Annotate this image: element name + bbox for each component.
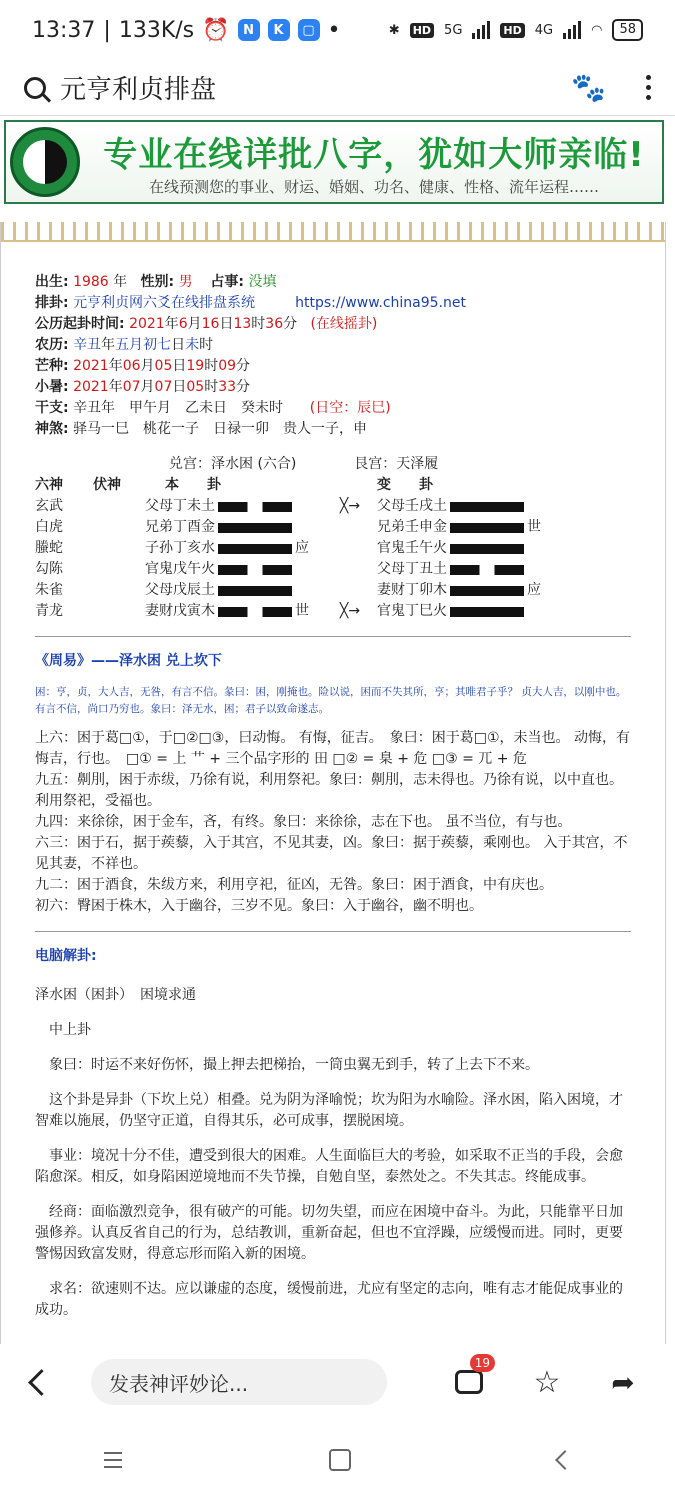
search-icon[interactable]: [24, 77, 46, 99]
yao-text: 上六：困于葛□①，于□②□③，曰动悔。 有悔，征吉。 象曰：困于葛□①，未当也。 动悔，有悔吉，行也。 □① = 上 艹 + 三个品字形的 田 □② = 臬 + 危 □③ = 兀 + 危: [35, 730, 631, 767]
site-link[interactable]: https://www.china95.net: [295, 295, 466, 311]
hexagram-header: 六神 伏神 本 卦 变 卦: [35, 477, 433, 493]
yao-text: 六三：困于石，据于蒺藜，入于其宫，不见其妻，凶。象曰：据于蒺藜，乘刚也。 入于其宫，不见其妻，不祥也。: [35, 835, 628, 872]
ganzhi-line: 干支: 辛丑年 甲午月 乙未日 癸未时 (日空：辰巳): [35, 400, 391, 416]
status-divider: |: [103, 17, 111, 43]
analysis-paragraph: 象曰：时运不来好伤怀，撮上押去把梯抬，一筒虫翼无到手，转了上去下不来。: [49, 1057, 539, 1073]
divider: [35, 636, 631, 637]
4g-label: 4G: [534, 22, 554, 38]
back-icon[interactable]: [28, 1369, 55, 1396]
battery-icon: 58: [612, 19, 643, 41]
hexagram-row: 朱雀 父母戊辰土 妻财丁卯木 应: [35, 582, 541, 598]
app-k-icon: K: [268, 19, 290, 41]
bluetooth-icon: ✱: [388, 22, 400, 38]
hexagram-row: 螣蛇 子孙丁亥水 应 官鬼壬午火: [35, 538, 631, 559]
analysis-paragraph: 求名：欲速则不达。应以谦虚的态度，缓慢前进，尤应有坚定的志向，唯有志才能促成事业的成功。: [35, 1281, 623, 1318]
status-speed: 133K/s: [118, 17, 195, 43]
divider: [35, 931, 631, 932]
hexagram-row: 青龙 妻财戊寅木 世 ╳→ 官鬼丁巳火: [35, 601, 631, 622]
yao-line: [450, 544, 524, 554]
star-icon[interactable]: ☆: [533, 1364, 561, 1400]
yao-text: 初六：臀困于株木，入于幽谷，三岁不见。象曰：入于幽谷，幽不明也。: [35, 898, 483, 914]
analysis-paragraph: 这个卦是异卦（下坎上兑）相叠。兑为阴为泽喻悦；坎为阳为水喻险。泽水困，陷入困境，才智难以施展，仍坚守正道，自得其乐，必可成事，摆脱困境。: [35, 1092, 623, 1129]
paigua-line: 排卦: 元亨利贞网六爻在线排盘系统 https://www.china95.net: [35, 295, 466, 311]
app-n-icon: N: [238, 19, 260, 41]
share-icon[interactable]: ➦: [611, 1365, 635, 1399]
yao-line: [218, 523, 292, 533]
yao-line: [218, 544, 292, 554]
hd-icon: HD: [410, 23, 434, 38]
computer-title: 电脑解卦:: [35, 948, 97, 964]
zhouyi-intro: 困：亨，贞，大人吉，无咎，有言不信。彖曰：困，刚掩也。险以说，困而不失其所，亨；其唯君子乎？ 贞大人吉，以刚中也。 有言不信，尚口乃穷也。象曰：泽无水，困；君子以致命遂志。: [35, 686, 627, 715]
browser-toolbar: [0, 60, 675, 116]
signal-4g-icon: [563, 21, 581, 39]
yao-text: 九四：来徐徐，困于金车，吝，有终。象曰：来徐徐，志在下也。 虽不当位，有与也。: [35, 814, 572, 830]
banner-headline: 专业在线详批八字，犹如大师亲临!: [103, 135, 645, 175]
decorative-border: [1, 222, 665, 242]
comment-icon: [455, 1370, 483, 1394]
search-query[interactable]: 元亨利贞排盘: [60, 75, 217, 105]
comments-button[interactable]: [449, 1356, 490, 1402]
nongli-line: 农历: 辛丑年五月初七日未时: [35, 337, 214, 353]
status-dot: •: [327, 17, 341, 43]
banner-subtitle: 在线预测您的事业、财运、婚姻、功名、健康、性格、流年运程……: [148, 178, 599, 196]
ad-banner[interactable]: [4, 120, 664, 204]
status-time: 13:37: [32, 17, 96, 43]
app-chat-icon: ▢: [298, 19, 320, 41]
gua-level: 中上卦: [49, 1022, 91, 1038]
paipan-content: [0, 222, 666, 1344]
nav-back-icon[interactable]: [555, 1450, 575, 1470]
hexagram-table: [35, 496, 631, 622]
wifi-icon: ◠: [591, 22, 603, 38]
comment-input[interactable]: 发表神评妙论...: [91, 1359, 387, 1405]
yao-line: [450, 523, 524, 533]
yao-line: [450, 607, 524, 617]
gua-name: 泽水困（困卦） 困境求通: [35, 987, 196, 1003]
analysis-paragraph: 经商：面临激烈竞争，很有破产的可能。切勿失望，而应在困境中奋斗。为此，只能靠平日加强修养。认真反省自己的行为，总结教训，重新奋起，但也不宜浮躁，应缓慢而进。同时，更要警惕因致富发财，得意忘形而陷入新的困境。: [35, 1204, 623, 1262]
alarm-icon: ⏰: [202, 17, 230, 43]
zhouyi-title: 《周易》——泽水困 兑上坎下: [35, 653, 222, 669]
yao-text: 九五：劓刖，困于赤绂，乃徐有说，利用祭祀。象曰：劓刖，志未得也。乃徐有说，以中直也。利用祭祀，受福也。: [35, 772, 623, 809]
birth-line: 出生: 1986 年 性别: 男 占事: 没填: [35, 274, 277, 290]
yao-line: [218, 502, 292, 512]
yao-line: [218, 586, 292, 596]
computer-paras: [35, 1055, 631, 1321]
mangzhong-line: 芒种: 2021年06月05日19时09分: [35, 358, 251, 374]
yao-line: [450, 565, 524, 575]
system-nav-bar: [0, 1420, 675, 1500]
gongli-line: 公历起卦时间: 2021年6月16日13时36分 (在线摇卦): [35, 316, 378, 332]
bottom-bar: [0, 1346, 675, 1418]
yao-text: 九二：困于酒食，朱绂方来，利用亨祀，征凶，无咎。象曰：困于酒食，中有庆也。: [35, 877, 553, 893]
yao-line: [450, 586, 524, 596]
status-bar: [0, 0, 675, 60]
hexagram-row: 玄武 父母丁未土 ╳→ 父母壬戌土: [35, 496, 631, 517]
baidu-paw-icon[interactable]: 🐾: [571, 71, 606, 104]
hd2-icon: HD: [500, 23, 524, 38]
more-menu-icon[interactable]: [646, 75, 651, 100]
shensha-line: 神煞: 驿马一巳 桃花一子 日禄一卯 贵人一子，申: [35, 421, 368, 437]
hexagram-row: 勾陈 官鬼戊午火 父母丁丑土: [35, 559, 631, 580]
5g-label: 5G: [444, 22, 463, 38]
yinyang-logo-icon: [10, 127, 80, 197]
yao-line: [450, 502, 524, 512]
signal-5g-icon: [472, 21, 490, 39]
analysis-paragraph: 事业：境况十分不佳，遭受到很大的困难。人生面临巨大的考验，如采取不正当的手段，会愈陷愈深。相反，如身陷困逆境地而不失节操，自勉自坚，泰然处之。不失其志。终能成事。: [35, 1148, 623, 1185]
xiaoshu-line: 小暑: 2021年07月07日05时33分: [35, 379, 251, 395]
gong-line: 兑宫：泽水困 (六合) 艮宫：天泽履: [169, 456, 439, 472]
zhouyi-lines: [35, 728, 631, 917]
yao-line: [218, 565, 292, 575]
yao-line: [218, 607, 292, 617]
comment-count-badge: 19: [470, 1354, 495, 1372]
hexagram-row: 白虎 兄弟丁酉金 兄弟壬申金 世: [35, 519, 541, 535]
recent-apps-icon[interactable]: [104, 1452, 122, 1468]
home-icon[interactable]: [329, 1449, 351, 1471]
